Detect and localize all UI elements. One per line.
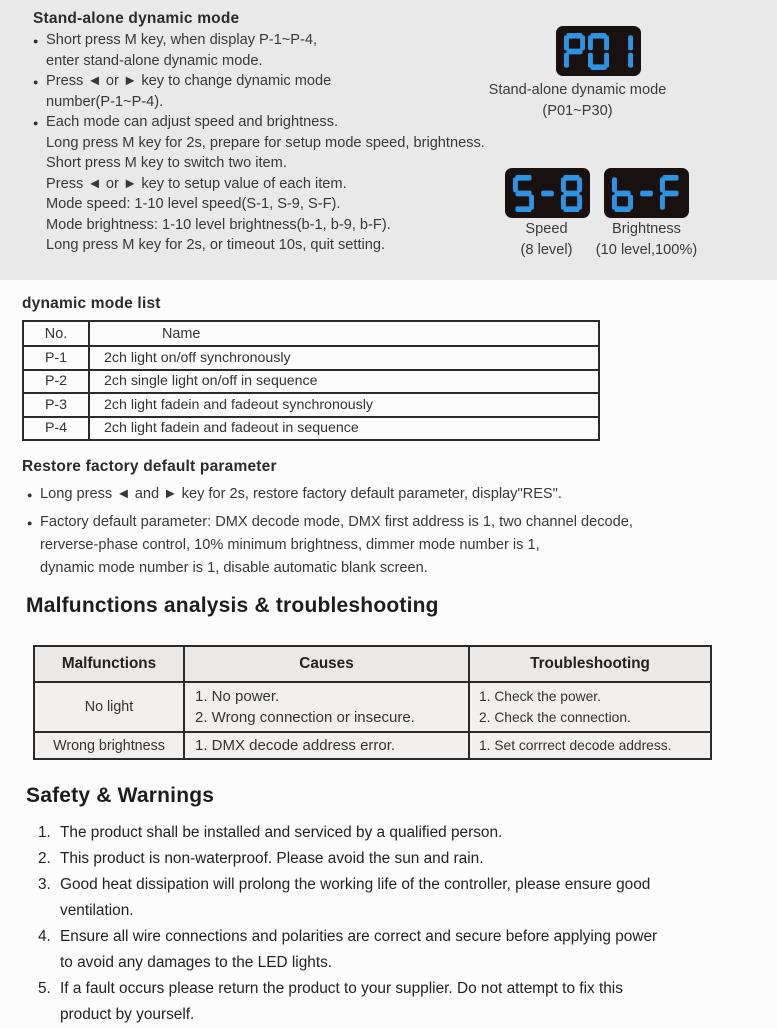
dynamic-mode-row — [23, 417, 599, 441]
safety-item — [38, 846, 758, 872]
text-line: Long press ◄ and ► key for 2s, restore factory default parameter, display"RES". — [40, 486, 562, 502]
text-line: Ensure all wire connections and polarities are correct and secure before applying power — [60, 928, 658, 945]
restore-heading: Restore factory default parameter — [22, 458, 277, 475]
text-line: dynamic mode number is 1, disable automatic blank screen. — [40, 560, 428, 576]
text-line: Press ◄ or ► key to change dynamic mode — [46, 73, 332, 89]
led-digit-icon — [513, 175, 534, 212]
mode-name: 2ch single light on/off in sequence — [89, 370, 599, 394]
text-line: 2. Wrong connection or insecure. — [195, 709, 415, 726]
caption-line: Brightness — [612, 221, 681, 237]
item-lines — [60, 976, 623, 1028]
item-lines — [60, 820, 502, 846]
safety-item — [38, 976, 758, 1028]
mode-number: P-4 — [23, 417, 89, 441]
malfunction-troubleshooting — [469, 732, 711, 759]
standalone-instructions — [33, 10, 523, 256]
text-line: rerverse-phase control, 10% minimum brightness, dimmer mode number is 1, — [40, 537, 540, 553]
text-line: enter stand-alone dynamic mode. — [46, 52, 263, 69]
text-line: Short press M key, when display P-1~P-4, — [46, 32, 318, 48]
bullet-dot-icon — [33, 30, 46, 71]
led-display-brightness — [604, 168, 689, 218]
caption-line: Stand-alone dynamic mode — [488, 82, 667, 98]
malfunction-causes — [184, 732, 469, 759]
malfunction-row — [34, 682, 711, 732]
dynamic-mode-row — [23, 346, 599, 370]
safety-item — [38, 820, 758, 846]
text-line: Factory default parameter: DMX decode mode, DMX first address is 1, two channel decode, — [40, 514, 633, 530]
seven-segment-display — [556, 26, 641, 76]
text-line: product by yourself. — [60, 1006, 195, 1023]
text-line: Mode brightness: 1-10 level brightness(b-1, b-9, b-F). — [46, 216, 391, 233]
mode-number: P-1 — [23, 346, 89, 370]
seven-segment-display — [505, 168, 590, 218]
bullet-lines — [40, 483, 562, 507]
seven-segment-display — [604, 168, 689, 218]
dynamic-mode-header-row — [23, 321, 599, 346]
mode-name: 2ch light fadein and fadeout in sequence — [89, 417, 599, 441]
item-number: 3. — [38, 876, 51, 893]
standalone-heading: Stand-alone dynamic mode — [33, 10, 240, 27]
text-line: 1. Set corrrect decode address. — [479, 738, 672, 753]
dynamic-mode-table — [22, 320, 600, 441]
caption-line: Speed — [525, 221, 568, 237]
text-line: ventilation. — [60, 902, 134, 919]
malfunctions-heading: Malfunctions analysis & troubleshooting — [26, 594, 439, 617]
caption-line: (10 level,100%) — [595, 242, 698, 258]
led-digit-icon — [660, 175, 681, 212]
restore-bullet-list — [27, 483, 767, 584]
column-header-troubleshooting: Troubleshooting — [469, 646, 711, 682]
item-lines — [60, 846, 483, 872]
text-line: number(P-1~P-4). — [46, 93, 164, 110]
mode-name: 2ch light fadein and fadeout synchronously — [89, 393, 599, 417]
malfunctions-header-row — [34, 646, 711, 682]
bullet-dot-icon — [27, 511, 40, 580]
bullet-dot-icon — [33, 112, 46, 256]
text-line: Each mode can adjust speed and brightness. — [46, 114, 339, 130]
led-digit-icon — [561, 175, 582, 212]
item-number: 4. — [38, 928, 51, 945]
led-digit-icon — [612, 175, 633, 212]
safety-item — [38, 924, 758, 976]
text-line: Good heat dissipation will prolong the working life of the controller, please ensure good — [60, 876, 651, 893]
bullet-item — [33, 71, 523, 112]
text-line: Short press M key to switch two item. — [46, 155, 287, 171]
malfunction-name: No light — [34, 682, 184, 732]
malfunction-row — [34, 732, 711, 759]
text-line: 2. Check the connection. — [479, 710, 631, 725]
column-header-causes: Causes — [184, 646, 469, 682]
column-header-no: No. — [23, 321, 89, 346]
bullet-dot-icon — [33, 71, 46, 112]
caption-line: (P01~P30) — [542, 103, 613, 119]
bullet-lines — [46, 112, 485, 256]
dynamic-mode-row — [23, 393, 599, 417]
text-line: to avoid any damages to the LED lights. — [60, 954, 333, 971]
led-display-mode — [556, 26, 641, 76]
column-header-name: Name — [89, 321, 599, 346]
mode-name: 2ch light on/off synchronously — [89, 346, 599, 370]
bullet-dot-icon — [27, 483, 40, 507]
text-line: The product shall be installed and serviced by a qualified person. — [60, 824, 503, 841]
text-line: 1. DMX decode address error. — [195, 737, 396, 754]
text-line: Mode speed: 1-10 level speed(S-1, S-9, S-F). — [46, 196, 341, 212]
mode-number: P-2 — [23, 370, 89, 394]
mode-number: P-3 — [23, 393, 89, 417]
led-caption-brightness — [570, 219, 723, 261]
bullet-item — [27, 511, 767, 580]
item-number: 1. — [38, 824, 51, 841]
column-header-malfunctions: Malfunctions — [34, 646, 184, 682]
text-line: If a fault occurs please return the product to your supplier. Do not attempt to fix this — [60, 980, 623, 997]
led-digit-icon — [588, 33, 609, 70]
dynamic-mode-row — [23, 370, 599, 394]
led-digit-icon — [564, 33, 585, 70]
bullet-item — [27, 483, 767, 507]
led-digit-icon — [537, 175, 558, 212]
text-line: Long press M key for 2s, or timeout 10s, quit setting. — [46, 237, 386, 253]
text-line: 1. Check the power. — [479, 689, 601, 704]
safety-warnings-list — [38, 820, 758, 1028]
standalone-bullet-list — [33, 30, 523, 256]
text-line: This product is non-waterproof. Please avoid the sun and rain. — [60, 850, 484, 867]
bullet-item — [33, 112, 523, 256]
caption-line: (8 level) — [520, 242, 573, 258]
malfunction-troubleshooting — [469, 682, 711, 732]
item-number: 5. — [38, 980, 51, 997]
malfunction-causes — [184, 682, 469, 732]
text-line: 1. No power. — [195, 688, 280, 705]
led-digit-icon — [612, 33, 633, 70]
malfunction-name: Wrong brightness — [34, 732, 184, 759]
item-number: 2. — [38, 850, 51, 867]
led-display-speed — [505, 168, 590, 218]
item-lines — [60, 872, 650, 924]
safety-heading: Safety & Warnings — [26, 784, 215, 807]
led-caption-mode — [455, 80, 700, 122]
text-line: Press ◄ or ► key to setup value of each item. — [46, 175, 347, 192]
text-line: Long press M key for 2s, prepare for setup mode speed, brightness. — [46, 134, 485, 151]
bullet-lines — [46, 71, 331, 112]
item-lines — [60, 924, 657, 976]
dynamic-mode-list-heading: dynamic mode list — [22, 295, 161, 312]
safety-item — [38, 872, 758, 924]
led-digit-icon — [636, 175, 657, 212]
malfunctions-table — [33, 645, 712, 760]
bullet-lines — [40, 511, 633, 580]
bullet-item — [33, 30, 523, 71]
bullet-lines — [46, 30, 317, 71]
standalone-dynamic-mode-section — [0, 0, 777, 280]
